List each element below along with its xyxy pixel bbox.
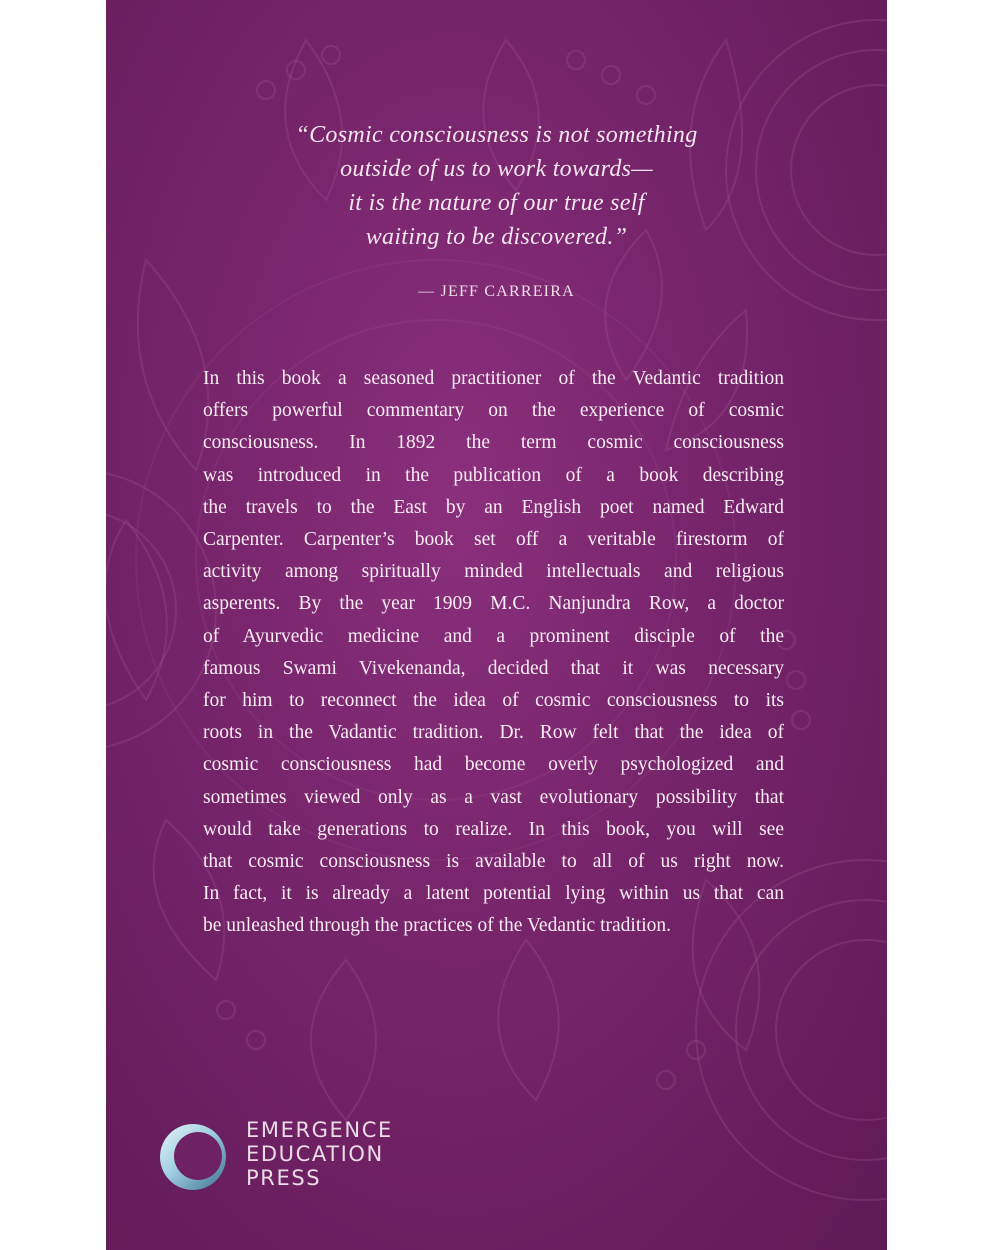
quote-line: waiting to be discovered.” [365, 224, 628, 250]
description-line: for him to reconnect the idea of cosmic consciousness to its [203, 690, 784, 712]
description-line: In this book a seasoned practitioner of the Vedantic tradition [203, 368, 784, 389]
publisher-name-line: PRESS [246, 1166, 322, 1190]
back-cover [106, 0, 887, 1250]
description-line: be unleashed through the practices of the Vedantic tradition. [203, 915, 672, 937]
ring-logo-icon [158, 1122, 228, 1192]
description-line: cosmic consciousness had become overly psychologized and [203, 754, 784, 776]
description-line: asperents. By the year 1909 M.C. Nanjundra Row, a doctor [203, 593, 784, 615]
description-line: of Ayurvedic medicine and a prominent disciple of the [203, 625, 784, 647]
quote-line: outside of us to work towards— [340, 156, 653, 182]
description-line: Carpenter. Carpenter’s book set off a veritable firestorm of [203, 529, 784, 551]
quote-line: “Cosmic consciousness is not something [295, 122, 698, 148]
quote-attribution: — JEFF CARREIRA [418, 283, 575, 300]
description-line: would take generations to realize. In this book, you will see [203, 818, 784, 840]
publisher-imprint [158, 1118, 478, 1198]
description-line: that cosmic consciousness is available to all of us right now. [203, 851, 784, 873]
description-line: consciousness. In 1892 the term cosmic consciousness [203, 432, 784, 454]
publisher-name-line: EMERGENCE [246, 1118, 393, 1142]
publisher-name [246, 1118, 393, 1190]
pull-quote [106, 118, 887, 254]
description-line: was introduced in the publication of a book describing [203, 464, 784, 486]
description-line: sometimes viewed only as a vast evolutionary possibility that [203, 786, 784, 808]
description-line: the travels to the East by an English poet named Edward [203, 496, 784, 518]
description-line: offers powerful commentary on the experience of cosmic [203, 400, 784, 422]
publisher-name-line: EDUCATION [246, 1142, 384, 1166]
description-line: roots in the Vadantic tradition. Dr. Row felt that the idea of [203, 722, 784, 744]
description-line: activity among spiritually minded intellectuals and religious [203, 561, 784, 583]
description-line: famous Swami Vivekenanda, decided that it was necessary [203, 657, 784, 679]
description-line: In fact, it is already a latent potential lying within us that can [203, 883, 784, 905]
quote-line: it is the nature of our true self [348, 190, 645, 216]
book-description [203, 363, 784, 943]
